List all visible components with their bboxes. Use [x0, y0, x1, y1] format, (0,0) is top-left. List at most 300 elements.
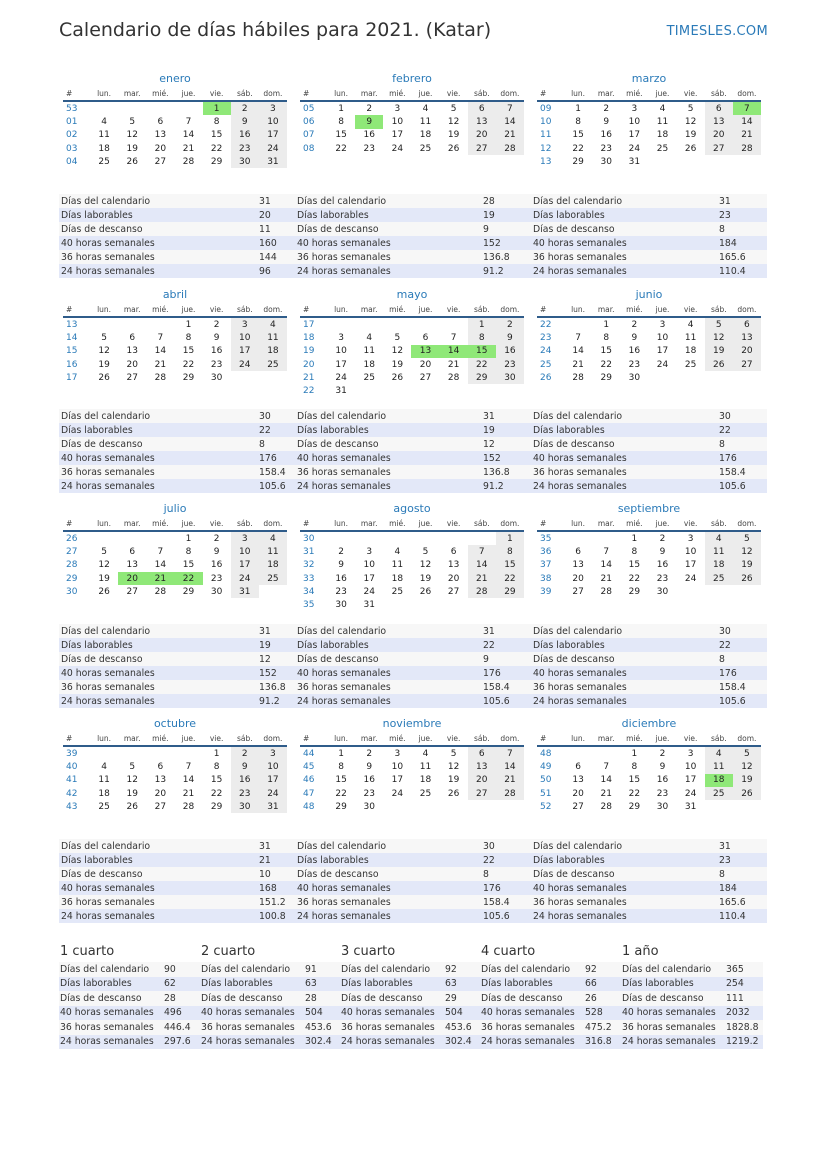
empty-day-cell	[677, 155, 705, 168]
stat-row	[531, 909, 767, 923]
month-name: febrero	[392, 72, 432, 85]
stat-row	[59, 250, 295, 264]
day-cell: 19	[447, 775, 460, 786]
stat-label: Días del calendario	[621, 962, 725, 977]
week-row	[537, 572, 761, 585]
month-stats-febrero	[295, 194, 531, 278]
day-cell: 9	[603, 116, 610, 127]
day-cell: 26	[391, 372, 404, 383]
day-cell: 11	[98, 130, 110, 141]
stat-row	[480, 1035, 622, 1050]
day-cell: 22	[628, 788, 641, 799]
stat-row	[621, 1006, 763, 1021]
day-cell: 25	[363, 372, 375, 383]
week-row	[300, 598, 524, 611]
quarter-stats-table	[59, 962, 201, 1049]
stat-label: Días de descanso	[200, 991, 304, 1006]
stat-value: 92	[444, 962, 482, 977]
stat-value: 136.8	[481, 250, 531, 264]
week-row	[63, 760, 287, 773]
stat-value: 453.6	[444, 1020, 482, 1035]
week-number: 11	[540, 130, 552, 141]
week-row	[63, 317, 287, 331]
stat-value: 9	[481, 652, 531, 666]
weekday-header: jue.	[174, 517, 202, 531]
day-cell: 19	[126, 143, 138, 154]
weekday-header: vie.	[203, 303, 231, 317]
stat-value: 152	[257, 666, 295, 680]
day-cell: 8	[185, 546, 192, 557]
stat-label: Días laborables	[531, 853, 717, 867]
day-cell: 25	[391, 586, 404, 597]
day-cell: 17	[684, 560, 697, 571]
day-cell: 19	[447, 130, 460, 141]
day-cell: 28	[496, 142, 524, 155]
stat-label: Días del calendario	[531, 409, 717, 423]
week-row	[537, 358, 761, 371]
stat-value: 176	[717, 451, 767, 465]
day-cell: 14	[572, 346, 584, 357]
day-cell: 12	[98, 560, 110, 571]
day-cell: 3	[259, 101, 287, 115]
weekday-header: mié.	[383, 87, 411, 101]
quarter-stats-table	[621, 962, 763, 1049]
weekday-header: dom.	[496, 303, 524, 317]
weekday-header: dom.	[733, 87, 761, 101]
day-cell: 24	[656, 359, 669, 370]
stat-value: 30	[257, 409, 295, 423]
day-cell: 19	[419, 573, 432, 584]
stat-value: 165.6	[717, 250, 767, 264]
empty-day-cell	[259, 371, 287, 384]
month-stats-julio	[59, 624, 295, 708]
day-cell: 3	[231, 317, 259, 331]
empty-day-cell	[733, 585, 761, 598]
stat-row	[531, 895, 767, 909]
week-number: 43	[66, 801, 78, 812]
stat-value: 365	[725, 962, 763, 977]
day-cell: 13	[705, 115, 733, 128]
stat-label: Días del calendario	[531, 624, 717, 638]
empty-day-cell	[90, 317, 118, 331]
day-cell: 12	[447, 761, 460, 772]
day-cell: 13	[154, 775, 167, 786]
day-cell: 31	[628, 156, 641, 167]
stat-value: 31	[257, 839, 295, 853]
empty-day-cell	[174, 101, 202, 115]
weekday-header: dom.	[733, 732, 761, 746]
stat-label: 40 horas semanales	[531, 881, 717, 895]
week-row	[537, 585, 761, 598]
stat-row	[531, 694, 767, 708]
stat-label: 40 horas semanales	[340, 1006, 444, 1021]
day-cell: 4	[422, 103, 429, 114]
week-number-header: #	[300, 732, 327, 746]
stat-value: 105.6	[717, 479, 767, 493]
day-cell: 8	[468, 331, 496, 344]
weekday-header: mar.	[592, 303, 620, 317]
day-cell: 11	[259, 331, 287, 344]
day-cell: 25	[656, 143, 669, 154]
day-cell: 4	[259, 531, 287, 545]
quarter-stats-table	[200, 962, 342, 1049]
day-cell: 26	[733, 787, 761, 800]
day-cell: 3	[394, 748, 401, 759]
weekday-header: mar.	[118, 732, 146, 746]
day-cell: 17	[231, 559, 259, 572]
day-cell: 21	[468, 572, 496, 585]
day-cell: 7	[450, 332, 457, 343]
stat-label: 24 horas semanales	[531, 909, 717, 923]
stat-row	[480, 962, 622, 977]
day-cell: 27	[447, 586, 460, 597]
stat-label: Días laborables	[59, 638, 257, 652]
week-row	[300, 371, 524, 384]
day-cell: 11	[391, 560, 404, 571]
day-cell: 12	[447, 116, 460, 127]
week-row	[63, 142, 287, 155]
stat-row	[295, 250, 531, 264]
week-number: 45	[303, 761, 315, 772]
week-number: 04	[66, 156, 78, 167]
stat-row	[59, 666, 295, 680]
empty-day-cell	[440, 598, 468, 611]
stat-value: 91.2	[257, 694, 295, 708]
stat-label: 40 horas semanales	[295, 236, 481, 250]
day-cell: 26	[126, 801, 138, 812]
stat-label: 40 horas semanales	[59, 666, 257, 680]
day-cell: 17	[391, 775, 404, 786]
empty-day-cell	[90, 746, 118, 760]
day-cell: 30	[656, 801, 669, 812]
stat-row	[295, 853, 531, 867]
weekday-header: dom.	[496, 732, 524, 746]
day-cell: 8	[631, 761, 638, 772]
day-cell: 20	[126, 359, 138, 370]
day-cell: 25	[705, 572, 733, 585]
stat-value: 158.4	[481, 895, 531, 909]
stat-value: 316.8	[584, 1035, 622, 1050]
day-cell: 16	[210, 346, 223, 357]
stat-row	[200, 1020, 342, 1035]
calendar-table	[63, 732, 287, 813]
day-cell: 5	[101, 546, 107, 557]
day-cell: 13	[572, 560, 584, 571]
stat-row	[531, 652, 767, 666]
stat-value: 176	[481, 666, 531, 680]
stat-label: 24 horas semanales	[295, 909, 481, 923]
day-cell: 10	[259, 115, 287, 128]
week-row	[300, 787, 524, 800]
stat-row	[59, 652, 295, 666]
day-cell: 8	[631, 546, 638, 557]
day-cell: 20	[154, 143, 167, 154]
day-cell: 14	[733, 115, 761, 128]
calendar-table	[537, 303, 761, 384]
weekday-header: sáb.	[468, 87, 496, 101]
stat-row	[59, 465, 295, 479]
stat-value: 165.6	[717, 895, 767, 909]
day-cell: 13	[468, 115, 496, 128]
stat-row	[59, 895, 295, 909]
day-cell: 3	[231, 531, 259, 545]
stat-value: 66	[584, 977, 622, 992]
stat-value: 504	[304, 1006, 342, 1021]
day-cell: 6	[129, 546, 136, 557]
day-cell: 3	[659, 319, 666, 330]
stat-row	[531, 194, 767, 208]
stat-label: 36 horas semanales	[295, 250, 481, 264]
day-cell: 19	[98, 359, 110, 370]
weekday-header: jue.	[174, 303, 202, 317]
stat-value: 92	[584, 962, 622, 977]
brand-logo[interactable]: TIMESLES.COM	[666, 24, 768, 39]
quarter-block	[59, 944, 201, 1049]
stat-value: 8	[717, 437, 767, 451]
empty-day-cell	[468, 531, 496, 545]
stat-label: 40 horas semanales	[59, 1006, 163, 1021]
weekday-header: jue.	[174, 732, 202, 746]
day-cell: 31	[684, 801, 697, 812]
stat-value: 110.4	[717, 264, 767, 278]
day-cell: 20	[468, 774, 496, 787]
stat-row	[200, 1006, 342, 1021]
week-row	[63, 358, 287, 371]
week-number: 16	[66, 359, 78, 370]
day-cell: 3	[366, 546, 373, 557]
stat-value: 11	[257, 222, 295, 236]
day-cell: 21	[572, 359, 584, 370]
day-cell: 13	[468, 760, 496, 773]
week-number: 03	[66, 143, 78, 154]
day-cell: 11	[363, 346, 375, 357]
day-cell: 24	[231, 358, 259, 371]
weekday-header: mar.	[592, 517, 620, 531]
empty-day-cell	[259, 585, 287, 598]
day-cell: 19	[98, 573, 110, 584]
stat-label: Días laborables	[621, 977, 725, 992]
day-cell: 30	[363, 801, 375, 812]
day-cell: 17	[391, 130, 404, 141]
empty-day-cell	[327, 531, 355, 545]
stat-value: 28	[304, 991, 342, 1006]
day-cell: 18	[684, 346, 697, 357]
calendar-table	[63, 517, 287, 598]
quarter-stats-table	[480, 962, 622, 1049]
empty-day-cell	[146, 317, 174, 331]
week-number-header: #	[300, 517, 327, 531]
day-cell: 10	[391, 761, 404, 772]
week-row	[63, 800, 287, 813]
day-cell: 8	[338, 761, 344, 772]
empty-day-cell	[411, 384, 439, 397]
month-name: octubre	[153, 717, 197, 730]
month-name: diciembre	[621, 717, 677, 730]
day-cell: 1	[575, 103, 581, 114]
day-cell: 16	[231, 774, 259, 787]
empty-day-cell	[705, 585, 733, 598]
week-number: 17	[66, 372, 78, 383]
week-number: 22	[303, 386, 315, 397]
week-row	[537, 345, 761, 358]
day-cell: 24	[335, 372, 347, 383]
week-number: 22	[540, 319, 552, 330]
stat-value: 496	[163, 1006, 201, 1021]
week-row	[300, 572, 524, 585]
stat-row	[295, 222, 531, 236]
stat-label: Días de descanso	[621, 991, 725, 1006]
stat-value: 504	[444, 1006, 482, 1021]
day-cell: 3	[687, 533, 694, 544]
week-number: 26	[66, 533, 78, 544]
stat-row	[480, 1020, 622, 1035]
day-cell: 27	[419, 372, 432, 383]
day-cell: 27	[154, 156, 167, 167]
stat-value: 151.2	[257, 895, 295, 909]
day-cell: 30	[656, 586, 669, 597]
day-cell: 5	[705, 317, 733, 331]
stat-label: 24 horas semanales	[59, 1035, 163, 1050]
day-cell: 7	[157, 332, 164, 343]
stat-row	[295, 194, 531, 208]
week-number: 08	[303, 143, 315, 154]
stat-row	[295, 652, 531, 666]
stat-value: 62	[163, 977, 201, 992]
day-cell: 6	[468, 746, 496, 760]
day-cell: 18	[259, 559, 287, 572]
day-cell: 25	[705, 787, 733, 800]
weekday-header: lun.	[90, 303, 118, 317]
calendar-table	[63, 87, 287, 168]
week-number: 31	[303, 546, 315, 557]
day-cell: 31	[259, 155, 287, 168]
day-cell: 10	[656, 332, 669, 343]
stat-label: Días laborables	[295, 853, 481, 867]
empty-day-cell	[174, 746, 202, 760]
week-row	[537, 371, 761, 384]
day-cell: 25	[98, 801, 110, 812]
empty-day-cell	[440, 531, 468, 545]
calendar-table	[537, 732, 761, 813]
day-cell: 6	[468, 101, 496, 115]
stat-label: Días laborables	[531, 423, 717, 437]
weekday-header: dom.	[259, 87, 287, 101]
day-cell: 24	[684, 573, 697, 584]
month-stats-septiembre	[531, 624, 767, 708]
day-cell: 29	[468, 371, 496, 384]
weekday-header: mié.	[146, 732, 174, 746]
stat-row	[59, 264, 295, 278]
week-number: 10	[540, 116, 552, 127]
empty-day-cell	[496, 598, 524, 611]
week-row	[300, 800, 524, 813]
week-row	[300, 384, 524, 397]
day-cell: 14	[496, 760, 524, 773]
day-cell: 9	[496, 331, 524, 344]
day-cell: 18	[391, 573, 404, 584]
stat-value: 100.8	[257, 909, 295, 923]
day-cell: 11	[656, 116, 669, 127]
week-number-header: #	[537, 517, 564, 531]
week-number: 09	[540, 103, 552, 114]
stat-value: 91	[304, 962, 342, 977]
day-cell: 17	[231, 345, 259, 358]
empty-day-cell	[411, 800, 439, 813]
stat-value: 1828.8	[725, 1020, 763, 1035]
stat-value: 158.4	[481, 680, 531, 694]
stat-label: Días del calendario	[531, 194, 717, 208]
day-cell: 16	[656, 560, 669, 571]
weekday-header: sáb.	[705, 87, 733, 101]
stat-value: 475.2	[584, 1020, 622, 1035]
day-cell: 20	[419, 359, 432, 370]
weekday-header: dom.	[259, 732, 287, 746]
stat-value: 302.4	[444, 1035, 482, 1050]
stat-label: 24 horas semanales	[59, 909, 257, 923]
day-cell: 6	[575, 761, 581, 772]
stat-row	[295, 867, 531, 881]
day-cell: 17	[684, 775, 697, 786]
holiday-day-cell: 13	[411, 345, 439, 358]
day-cell: 30	[628, 372, 641, 383]
day-cell: 5	[733, 746, 761, 760]
day-cell: 23	[231, 142, 259, 155]
day-cell: 27	[126, 586, 138, 597]
day-cell: 19	[733, 559, 761, 572]
week-row	[63, 155, 287, 168]
weekday-header: lun.	[327, 517, 355, 531]
week-row	[63, 115, 287, 128]
week-row	[300, 101, 524, 115]
week-row	[63, 572, 287, 585]
month-name: noviembre	[382, 717, 442, 730]
stat-label: 36 horas semanales	[621, 1020, 725, 1035]
week-row	[63, 746, 287, 760]
day-cell: 21	[182, 143, 195, 154]
stat-label: Días del calendario	[59, 962, 163, 977]
day-cell: 4	[659, 103, 666, 114]
day-cell: 30	[335, 600, 347, 611]
empty-day-cell	[440, 384, 468, 397]
day-cell: 7	[496, 101, 524, 115]
month-name: julio	[163, 502, 187, 515]
week-number: 40	[66, 761, 78, 772]
stat-row	[621, 991, 763, 1006]
quarter-block	[480, 944, 622, 1049]
week-number: 15	[66, 346, 78, 357]
day-cell: 9	[231, 115, 259, 128]
day-cell: 13	[154, 130, 167, 141]
weekday-header: vie.	[677, 732, 705, 746]
weekday-header: sáb.	[231, 517, 259, 531]
day-cell: 21	[733, 129, 761, 142]
stat-label: Días laborables	[480, 977, 584, 992]
day-cell: 3	[259, 746, 287, 760]
week-number-header: #	[300, 303, 327, 317]
stat-row	[59, 853, 295, 867]
weekday-header: mié.	[383, 517, 411, 531]
day-cell: 16	[231, 129, 259, 142]
week-row	[63, 585, 287, 598]
day-cell: 27	[705, 142, 733, 155]
week-number: 13	[540, 156, 552, 167]
stat-value: 158.4	[257, 465, 295, 479]
day-cell: 7	[157, 546, 164, 557]
week-row	[300, 774, 524, 787]
week-row	[300, 331, 524, 344]
stat-value: 8	[717, 652, 767, 666]
day-cell: 24	[628, 143, 641, 154]
